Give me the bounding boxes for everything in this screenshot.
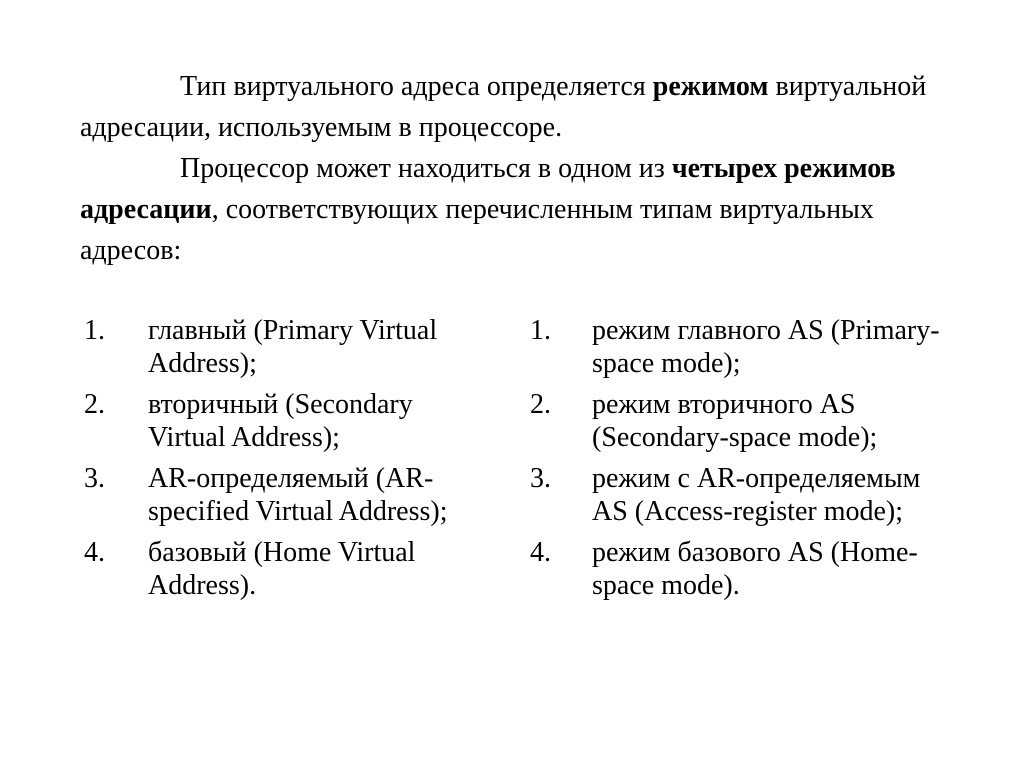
list-item-number: 3. — [84, 463, 105, 494]
list-item-text: режим вторичного AS (Secondary-space mode); — [592, 389, 878, 453]
list-item-number: 1. — [530, 315, 551, 346]
list-item — [84, 314, 484, 380]
intro-p1-bold: режимом — [652, 71, 769, 102]
list-item-number: 4. — [530, 537, 551, 568]
list-item-text: главный (Primary Virtual Address); — [148, 315, 438, 379]
virtual-address-types-list — [84, 314, 484, 610]
list-item-number: 2. — [84, 389, 105, 420]
list-item — [530, 314, 950, 380]
list-item — [84, 462, 484, 528]
list-item-number: 2. — [530, 389, 551, 420]
intro-p2-bold: четырех режимов адресации — [80, 153, 896, 225]
list-item-number: 3. — [530, 463, 551, 494]
list-item-text: базовый (Home Virtual Address). — [148, 537, 416, 601]
intro-text — [80, 66, 930, 271]
intro-paragraph-2 — [80, 148, 930, 271]
addressing-modes-list — [530, 314, 950, 610]
list-item-number: 4. — [84, 537, 105, 568]
list-item — [530, 536, 950, 602]
list-item — [84, 536, 484, 602]
intro-p1-text-a: Тип виртуального адреса определяется — [180, 71, 653, 102]
list-item-number: 1. — [84, 315, 105, 346]
intro-p2-text-b: , соответствующих перечисленным типам виртуальных адресов: — [80, 194, 874, 266]
intro-p2-text-a: Процессор может находиться в одном из — [180, 153, 672, 184]
list-item — [530, 388, 950, 454]
list-item — [84, 388, 484, 454]
list-item-text: вторичный (Secondary Virtual Address); — [148, 389, 413, 453]
list-item — [530, 462, 950, 528]
list-item-text: режим базового AS (Home-space mode). — [592, 537, 918, 601]
list-item-text: режим с AR-определяемым AS (Access-register mode); — [592, 463, 921, 527]
list-item-text: AR-определяемый (AR-specified Virtual Address); — [148, 463, 448, 527]
list-item-text: режим главного AS (Primary-space mode); — [592, 315, 940, 379]
intro-paragraph-1 — [80, 66, 930, 148]
intro-p1-text-b: виртуальной адресации, используемым в процессоре. — [80, 71, 927, 143]
